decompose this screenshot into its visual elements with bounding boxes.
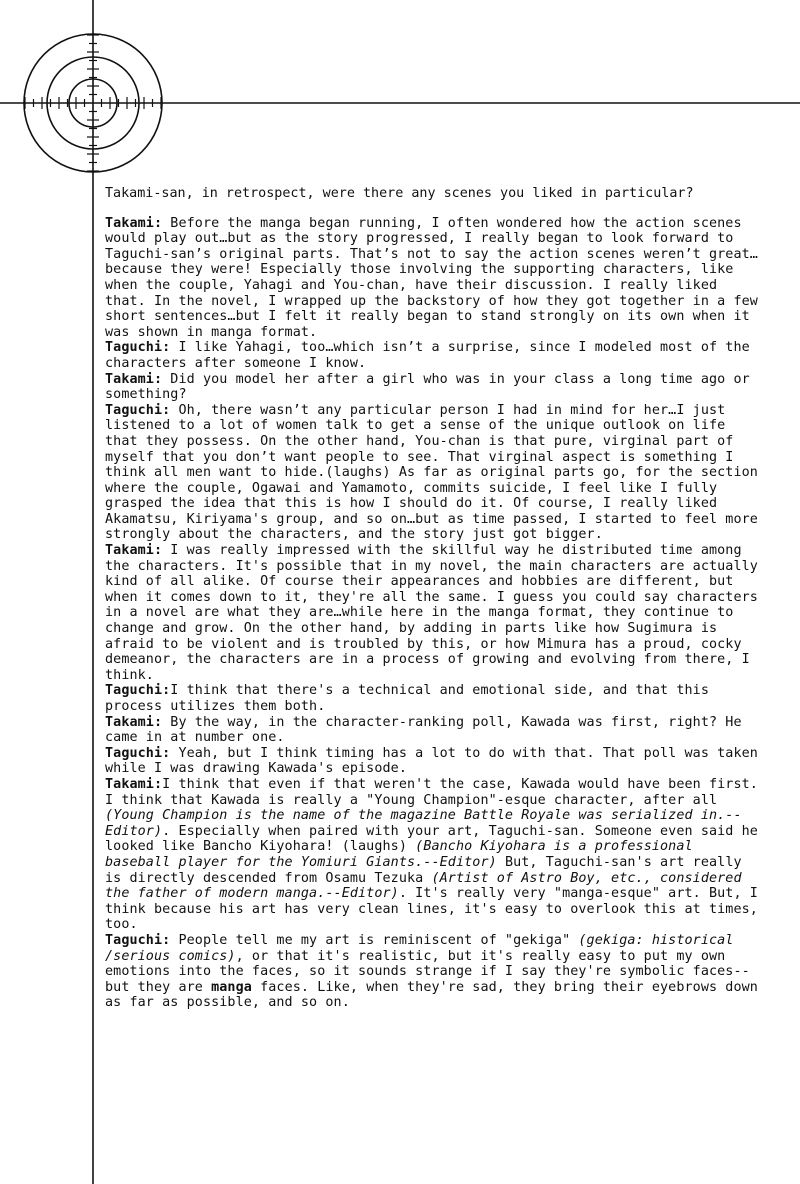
dialogue-list xyxy=(105,216,765,1011)
speaker-label: Taguchi: xyxy=(105,932,171,948)
speaker-label: Takami: xyxy=(105,215,163,231)
dialogue-paragraph xyxy=(105,372,765,403)
dialogue-paragraph xyxy=(105,715,765,746)
speaker-label: Taguchi: xyxy=(105,745,171,761)
dialogue-text: Before the manga began running, I often wondered how the action scenes would play out…but as the story progressed, I really began to look forward to Taguchi-san’s original parts. That’s not to say the action scenes weren’t great…because they were! Especially those involving the supporting characters, like when the couple, Yahagi and You-chan, have their discussion. I really liked that. In the novel, I wrapped up the backstory of how they got together in a few short sentences…but I felt it really began to stand strongly on its own when it was shown in manga format. xyxy=(105,215,758,340)
dialogue-paragraph xyxy=(105,543,765,683)
dialogue-text: , or that it's realistic, but it's really easy to put my own emotions into the faces, so it sounds strange if I say they're symbolic faces--but they are xyxy=(105,948,750,995)
interview-question: Takami-san, in retrospect, were there any scenes you liked in particular? xyxy=(105,186,694,201)
dialogue-text: People tell me my art is reminiscent of "gekiga" xyxy=(170,932,579,948)
dialogue-paragraph xyxy=(105,746,765,777)
speaker-label: Takami: xyxy=(105,776,163,792)
speaker-label: Taguchi: xyxy=(105,402,171,418)
dialogue-text: Yeah, but I think timing has a lot to do with that. That poll was taken while I was drawing Kawada's episode. xyxy=(105,745,758,777)
speaker-label: Taguchi: xyxy=(105,683,171,699)
dialogue-paragraph xyxy=(105,216,765,341)
dialogue-text: I think that even if that weren't the case, Kawada would have been first. I think that Kawada is really a "Young Champion"-esque character, after all xyxy=(105,776,758,808)
dialogue-text: I like Yahagi, too…which isn’t a surprise, since I modeled most of the characters after someone I know. xyxy=(105,340,750,371)
speaker-label: Takami: xyxy=(105,543,163,559)
editor-note: (Artist of Astro Boy, etc., considered the father of modern manga.--Editor) xyxy=(105,870,742,902)
editor-note: (Bancho Kiyohara is a professional baseball player for the Yomiuri Giants.--Editor) xyxy=(105,839,693,870)
dialogue-text: . Especially when paired with your art, Taguchi-san. Someone even said he looked like Bancho Kiyohara! (laughs) xyxy=(105,823,758,855)
dialogue-text: Oh, there wasn’t any particular person I had in mind for her…I just listened to a lot of women talk to get a sense of the unique outlook on life that they possess. On the other hand, You-chan is that pure, virginal part of myself that you don’t want people to see. That virginal aspect is something I think all men want to hide.(laughs) As far as original parts go, for the section where the couple, Ogawai and Yamamoto, commits suicide, I feel like I fully grasped the idea that this is how I should do it. Of course, I really liked Akamatsu, Kiriyama's group, and so on…but as time passed, I started to feel more strongly about the characters, and the story just got bigger. xyxy=(105,402,758,543)
dialogue-paragraph xyxy=(105,403,765,543)
dialogue-text: I think that there's a technical and emotional side, and that this process utilizes them both. xyxy=(105,683,709,714)
speaker-label: Takami: xyxy=(105,371,163,387)
dialogue-text: Did you model her after a girl who was in your class a long time ago or something? xyxy=(105,371,750,403)
emphasis-text: manga xyxy=(211,979,252,995)
dialogue-paragraph xyxy=(105,683,765,714)
dialogue-paragraph xyxy=(105,340,765,371)
dialogue-text: . It's really very "manga-esque" art. But, I think because his art has very clean lines, it's easy to overlook this at times, too. xyxy=(105,886,758,933)
dialogue-paragraph xyxy=(105,777,765,933)
dialogue-paragraph xyxy=(105,933,765,1011)
dialogue-text: I was really impressed with the skillful way he distributed time among the characters. It's possible that in my novel, the main characters are actually kind of all alike. Of course their appearances and hobbies are different, but when it comes down to it, they're all the same. I guess you could say characters in a novel are what they are…while here in the manga format, they continue to change and grow. On the other hand, by adding in parts like how Sugimura is afraid to be violent and is troubled by this, or how Mimura has a proud, cocky demeanor, the characters are in a process of growing and evolving from there, I think. xyxy=(105,543,758,683)
speaker-label: Takami: xyxy=(105,714,163,730)
speaker-label: Taguchi: xyxy=(105,340,171,356)
dialogue-text: faces. Like, when they're sad, they bring their eyebrows down as far as possible, and so on. xyxy=(105,979,758,1011)
interview-body xyxy=(105,186,765,1011)
dialogue-text: But, Taguchi-san's art really is directly descended from Osamu Tezuka xyxy=(105,854,742,886)
dialogue-text: By the way, in the character-ranking poll, Kawada was first, right? He came in at number one. xyxy=(105,714,742,746)
editor-note: (Young Champion is the name of the magazine Battle Royale was serialized in.--Editor) xyxy=(105,808,742,839)
editor-note: (gekiga: historical /serious comics) xyxy=(105,932,734,964)
